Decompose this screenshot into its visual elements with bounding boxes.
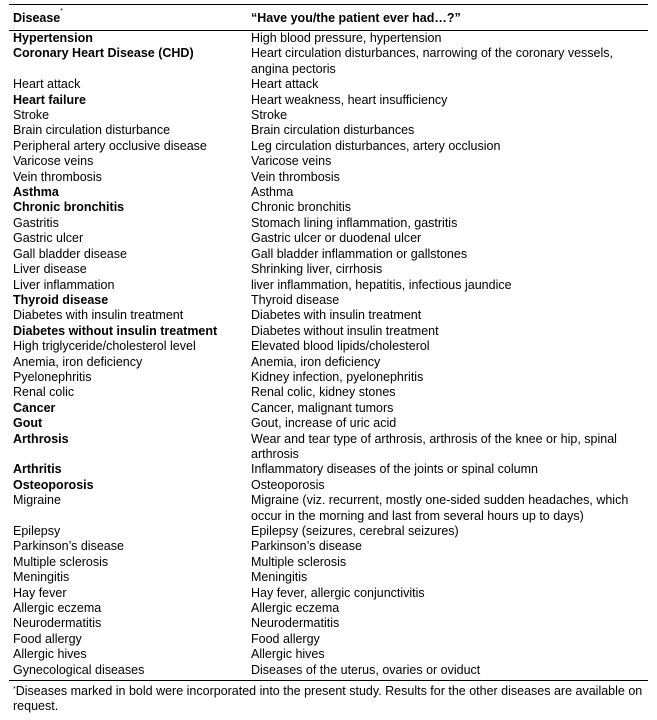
question-cell: Thyroid disease xyxy=(251,292,340,307)
question-cell: Inflammatory diseases of the joints or spinal column xyxy=(251,462,538,477)
disease-cell: Hay fever xyxy=(13,585,67,600)
disease-cell: Chronic bronchitis xyxy=(13,200,125,215)
question-cell: Osteoporosis xyxy=(251,477,325,492)
question-cell: Chronic bronchitis xyxy=(251,200,352,215)
table-row xyxy=(9,185,648,200)
table-row xyxy=(9,370,648,385)
disease-cell: Parkinson’s disease xyxy=(13,539,124,554)
question-cell: liver inflammation, hepatitis, infectious jaundice xyxy=(251,277,512,292)
table-row xyxy=(9,385,648,400)
disease-cell: Food allergy xyxy=(13,631,82,646)
disease-cell: Diabetes without insulin treatment xyxy=(13,323,218,338)
question-cell: Heart weakness, heart insufficiency xyxy=(251,92,448,107)
question-cell: Cancer, malignant tumors xyxy=(251,400,394,415)
table-row xyxy=(9,247,648,262)
question-cell: Allergic hives xyxy=(251,647,325,662)
disease-cell: Peripheral artery occlusive disease xyxy=(13,138,207,153)
table-row xyxy=(9,293,648,308)
footnote-text: Diseases marked in bold were incorporated into the present study. Results for the other diseases are available on request. xyxy=(13,684,643,714)
table-row xyxy=(9,432,648,463)
table-footnote xyxy=(13,684,643,715)
table-body xyxy=(9,31,648,678)
table-row xyxy=(9,46,648,77)
question-cell: Meningitis xyxy=(251,570,308,585)
table-header xyxy=(9,6,648,30)
disease-cell: Anemia, iron deficiency xyxy=(13,354,143,369)
disease-cell: Liver inflammation xyxy=(13,277,115,292)
disease-cell: Migraine xyxy=(13,493,61,508)
header-footnote-marker: * xyxy=(60,8,63,15)
table-bottom-rule xyxy=(9,680,648,681)
question-cell: Leg circulation disturbances, artery occlusion xyxy=(251,138,501,153)
question-cell: Wear and tear type of arthrosis, arthrosis of the knee or hip, spinal arthrosis xyxy=(251,431,617,461)
disease-cell: Stroke xyxy=(13,108,50,123)
table-row xyxy=(9,93,648,108)
question-cell: Gastric ulcer or duodenal ulcer xyxy=(251,231,422,246)
disease-cell: Meningitis xyxy=(13,570,70,585)
disease-cell: Vein thrombosis xyxy=(13,169,102,184)
table-row xyxy=(9,170,648,185)
table-row xyxy=(9,231,648,246)
disease-cell: Allergic hives xyxy=(13,647,87,662)
table-row xyxy=(9,216,648,231)
disease-cell: Gout xyxy=(13,416,43,431)
header-disease xyxy=(13,8,63,25)
question-cell: Heart circulation disturbances, narrowing of the coronary vessels, angina pectoris xyxy=(251,46,613,76)
disease-cell: Brain circulation disturbance xyxy=(13,123,171,138)
table-row xyxy=(9,632,648,647)
question-cell: Kidney infection, pyelonephritis xyxy=(251,369,424,384)
table-row xyxy=(9,601,648,616)
question-cell: Asthma xyxy=(251,185,294,200)
table-row xyxy=(9,355,648,370)
table-row xyxy=(9,401,648,416)
table-row xyxy=(9,478,648,493)
table-row xyxy=(9,586,648,601)
disease-cell: High triglyceride/cholesterol level xyxy=(13,339,196,354)
table-row xyxy=(9,123,648,138)
question-cell: Food allergy xyxy=(251,631,320,646)
question-cell: Epilepsy (seizures, cerebral seizures) xyxy=(251,524,459,538)
disease-cell: Gastritis xyxy=(13,215,59,230)
table-row xyxy=(9,31,648,46)
disease-cell: Varicose veins xyxy=(13,154,94,169)
question-cell: Parkinson’s disease xyxy=(251,539,362,554)
question-cell: Multiple sclerosis xyxy=(251,554,347,569)
disease-cell: Gall bladder disease xyxy=(13,246,127,261)
disease-cell: Epilepsy xyxy=(13,524,61,538)
disease-cell: Cancer xyxy=(13,400,56,415)
question-cell: Diabetes with insulin treatment xyxy=(251,308,422,323)
table-row xyxy=(9,339,648,354)
table-row xyxy=(9,200,648,215)
question-cell: Renal colic, kidney stones xyxy=(251,385,396,400)
table-row xyxy=(9,77,648,92)
disease-cell: Multiple sclerosis xyxy=(13,554,109,569)
disease-cell: Renal colic xyxy=(13,385,75,400)
question-cell: Stroke xyxy=(251,108,288,123)
disease-cell: Pyelonephritis xyxy=(13,369,92,384)
table-row xyxy=(9,616,648,631)
question-cell: High blood pressure, hypertension xyxy=(251,31,442,45)
disease-cell: Heart attack xyxy=(13,77,81,92)
table-row xyxy=(9,308,648,323)
question-cell: Elevated blood lipids/cholesterol xyxy=(251,339,430,354)
disease-cell: Liver disease xyxy=(13,262,87,277)
disease-cell: Osteoporosis xyxy=(13,477,94,492)
table-row xyxy=(9,493,648,524)
disease-cell: Neurodermatitis xyxy=(13,616,102,631)
table-row xyxy=(9,154,648,169)
disease-cell: Asthma xyxy=(13,185,59,200)
disease-cell: Gastric ulcer xyxy=(13,231,84,246)
question-cell: Vein thrombosis xyxy=(251,169,340,184)
question-cell: Diabetes without insulin treatment xyxy=(251,323,439,338)
table-row xyxy=(9,262,648,277)
question-cell: Shrinking liver, cirrhosis xyxy=(251,262,383,277)
table-row xyxy=(9,108,648,123)
table-row xyxy=(9,139,648,154)
disease-cell: Diabetes with insulin treatment xyxy=(13,308,184,323)
question-cell: Anemia, iron deficiency xyxy=(251,354,381,369)
question-cell: Gout, increase of uric acid xyxy=(251,416,397,431)
footnote-marker: * xyxy=(13,686,16,693)
question-cell: Stomach lining inflammation, gastritis xyxy=(251,215,458,230)
table-row xyxy=(9,570,648,585)
disease-cell: Heart failure xyxy=(13,92,86,107)
question-cell: Heart attack xyxy=(251,77,319,92)
question-cell: Diseases of the uterus, ovaries or oviduct xyxy=(251,662,481,677)
table-top-rule xyxy=(9,4,648,5)
table-row xyxy=(9,278,648,293)
disease-cell: Allergic eczema xyxy=(13,601,102,616)
table-row xyxy=(9,663,648,678)
question-cell: Gall bladder inflammation or gallstones xyxy=(251,246,468,261)
question-cell: Allergic eczema xyxy=(251,601,340,616)
table-row xyxy=(9,524,648,539)
disease-cell: Hypertension xyxy=(13,31,93,45)
table-row xyxy=(9,647,648,662)
table-row xyxy=(9,416,648,431)
disease-cell: Coronary Heart Disease (CHD) xyxy=(13,46,194,61)
table-row xyxy=(9,324,648,339)
disease-cell: Arthritis xyxy=(13,462,62,477)
question-cell: Migraine (viz. recurrent, mostly one-sided sudden headaches, which occur in the morning and last from several hours up to days) xyxy=(251,493,629,523)
disease-cell: Gynecological diseases xyxy=(13,662,145,677)
question-cell: Brain circulation disturbances xyxy=(251,123,415,138)
question-cell: Hay fever, allergic conjunctivitis xyxy=(251,585,425,600)
table-row xyxy=(9,555,648,570)
question-cell: Neurodermatitis xyxy=(251,616,340,631)
disease-cell: Thyroid disease xyxy=(13,292,109,307)
disease-cell: Arthrosis xyxy=(13,431,69,446)
question-cell: Varicose veins xyxy=(251,154,332,169)
table-row xyxy=(9,462,648,477)
header-disease-label: Disease xyxy=(13,11,61,25)
table-row xyxy=(9,539,648,554)
header-question: “Have you/the patient ever had…?” xyxy=(251,11,461,25)
